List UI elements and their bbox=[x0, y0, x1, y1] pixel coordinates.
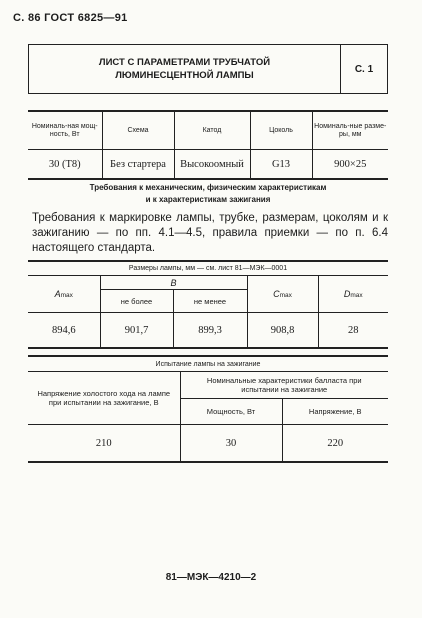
ignition-caption: Испытание лампы на зажигание bbox=[28, 356, 388, 372]
header-ballast-power: Мощность, Вт bbox=[180, 399, 282, 425]
value-ballast-power: 30 bbox=[180, 425, 282, 463]
lamp-dimensions-table bbox=[28, 260, 388, 349]
value-b-max: 901,7 bbox=[100, 313, 173, 349]
value-b-min: 899,3 bbox=[173, 313, 247, 349]
requirements-title-line-2: и к характеристикам зажигания bbox=[145, 195, 271, 204]
header-open-circuit-voltage: Напряжение холостого хода на лампе при испытании на зажигание, В bbox=[28, 372, 180, 425]
header-power: Номиналь-ная мощ-ность, Вт bbox=[28, 111, 102, 150]
header-b-max: не более bbox=[100, 290, 173, 313]
header-cap: Цоколь bbox=[250, 111, 312, 150]
lamp-main-parameters-table bbox=[28, 110, 388, 180]
sheet-title bbox=[29, 45, 341, 93]
dimensions-caption: Размеры лампы, мм — см. лист 81—МЭК—0001 bbox=[28, 261, 388, 276]
header-a-max: Amax bbox=[28, 276, 100, 313]
sheet-title-line-2: ЛЮМИНЕСЦЕНТНОЙ ЛАМПЫ bbox=[115, 70, 254, 81]
value-d-max: 28 bbox=[348, 324, 359, 336]
page-footer: 81—МЭК—4210—2 bbox=[165, 572, 257, 583]
sheet-title-line-1: ЛИСТ С ПАРАМЕТРАМИ ТРУБЧАТОЙ bbox=[98, 57, 271, 68]
value-a-max: 894,6 bbox=[28, 313, 100, 349]
requirements-title bbox=[28, 182, 388, 206]
requirements-title-line-1: Требования к механическим, физическим характеристикам bbox=[89, 183, 327, 192]
cell-cap: G13 bbox=[250, 150, 312, 180]
requirements-paragraph: Требования к маркировке лампы, трубке, размерам, цоколям и к зажиганию — по пп. 4.1—4.5, правила приемки — по п. 6.4 настоящего стандарта. bbox=[32, 212, 388, 254]
page-header: С. 86 ГОСТ 6825—91 bbox=[13, 12, 128, 24]
header-ballast-voltage: Напряжение, В bbox=[308, 407, 362, 416]
header-ballast-characteristics: Номинальные характеристики балласта при испытании на зажигание bbox=[180, 372, 388, 399]
header-c-max: Cmax bbox=[247, 276, 318, 313]
header-b: B bbox=[100, 276, 247, 290]
header-cathode: Катод bbox=[174, 111, 250, 150]
cell-circuit: Без стартера bbox=[102, 150, 174, 180]
value-ballast-voltage: 220 bbox=[327, 437, 344, 449]
value-open-circuit-voltage: 210 bbox=[28, 425, 180, 463]
header-d-max: Dmax bbox=[343, 289, 363, 299]
header-b-min: не менее bbox=[173, 290, 247, 313]
value-c-max: 908,8 bbox=[247, 313, 318, 349]
title-block bbox=[28, 44, 388, 94]
header-circuit: Схема bbox=[102, 111, 174, 150]
header-dimensions: Номиналь-ные разме-ры, мм bbox=[312, 111, 388, 150]
cell-dimensions: 900×25 bbox=[334, 158, 367, 170]
cell-power: 30 (Т8) bbox=[28, 150, 102, 180]
sheet-code: С. 1 bbox=[354, 63, 374, 75]
cell-cathode: Высокоомный bbox=[174, 150, 250, 180]
ignition-test-table bbox=[28, 355, 388, 463]
